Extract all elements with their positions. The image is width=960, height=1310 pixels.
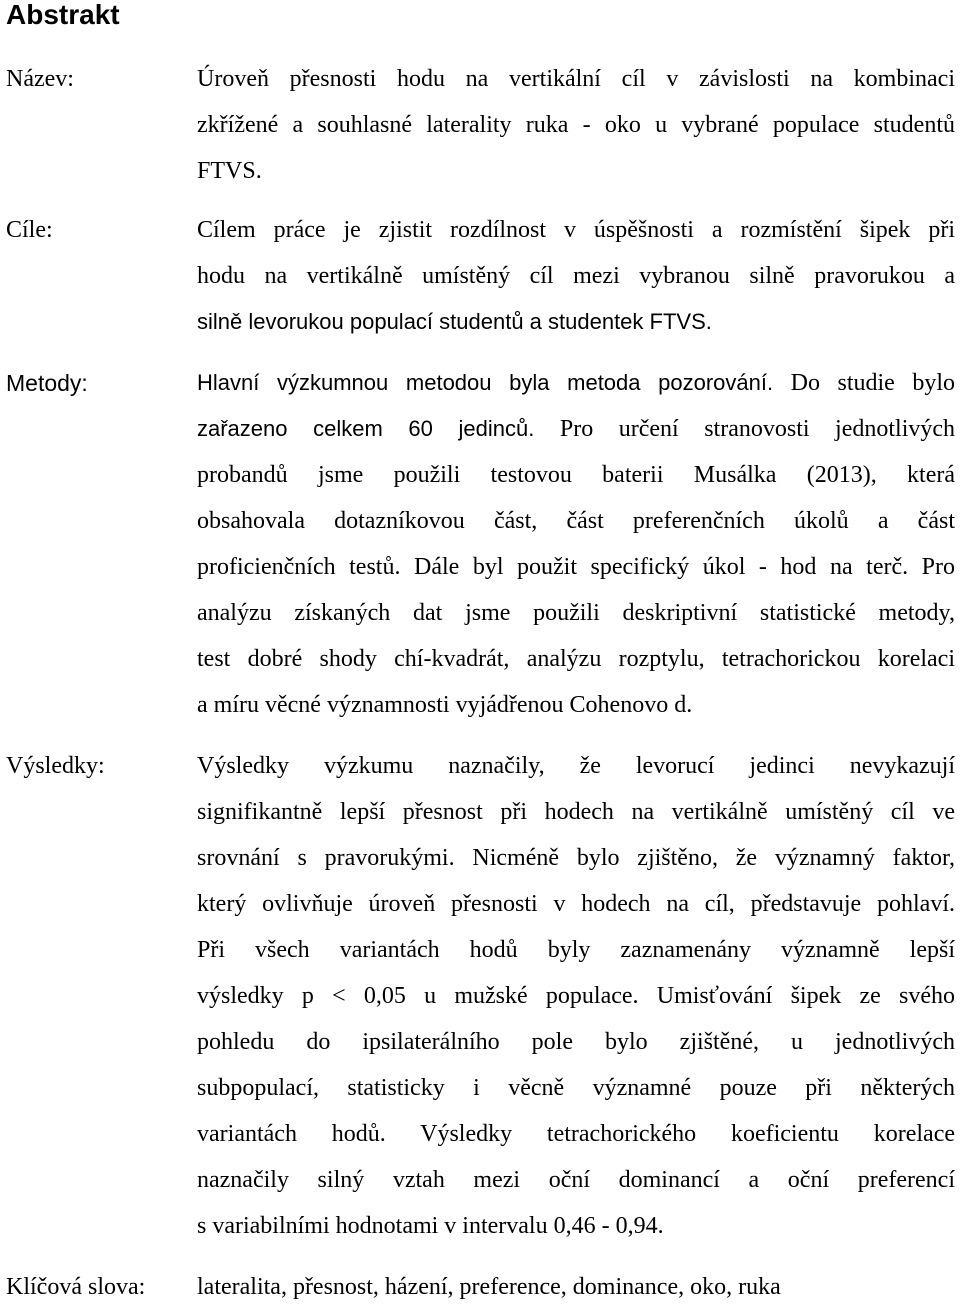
nazev-line: FTVS. — [197, 158, 262, 184]
vysledky-line: variantách hodů. Výsledky tetrachorického koeficientu korelace — [197, 1121, 955, 1147]
page-heading: Abstrakt — [6, 0, 120, 30]
vysledky-line: s variabilními hodnotami v intervalu 0,46 - 0,94. — [197, 1213, 664, 1239]
nazev-label: Název: — [6, 66, 74, 92]
nazev-line: Úroveň přesnosti hodu na vertikální cíl v závislosti na kombinaci — [197, 66, 955, 92]
cile-value — [197, 207, 955, 345]
vysledky-line: výsledky p < 0,05 u mužské populace. Umisťování šipek ze svého — [197, 983, 955, 1009]
vysledky-line: srovnání s pravorukými. Nicméně bylo zjištěno, že významný faktor, — [197, 845, 955, 871]
vysledky-line: signifikantně lepší přesnost při hodech na vertikálně umístěný cíl ve — [197, 799, 955, 825]
metody-line-2-end: Pro určení stranovosti jednotlivých — [559, 416, 956, 442]
nazev-line: zkřížené a souhlasné laterality ruka - oko u vybrané populace studentů — [197, 112, 955, 138]
klicova-slova-line: lateralita, přesnost, házení, preference, dominance, oko, ruka — [197, 1274, 781, 1300]
klicova-slova-label: Klíčová slova: — [6, 1274, 146, 1300]
metody-line: probandů jsme použili testovou baterii Musálka (2013), která — [197, 462, 955, 488]
metody-line-1-end: Do studie bylo — [790, 370, 956, 396]
metody-line — [197, 406, 955, 452]
nazev-value — [197, 56, 955, 194]
cile-line: hodu na vertikálně umístěný cíl mezi vybranou silně pravorukou a — [197, 263, 955, 289]
metody-line: proficienčních testů. Dále byl použit specifický úkol - hod na terč. Pro — [197, 554, 955, 580]
metody-line: test dobré shody chí-kvadrát, analýzu rozptylu, tetrachorickou korelaci — [197, 646, 955, 672]
cile-line: Cílem práce je zjistit rozdílnost v úspěšnosti a rozmístění šipek při — [197, 217, 955, 243]
metody-line-2-start: zařazeno celkem 60 jedinců. — [197, 416, 535, 441]
vysledky-line: který ovlivňuje úroveň přesnosti v hodech na cíl, představuje pohlaví. — [197, 891, 955, 917]
metody-line: a míru věcné významnosti vyjádřenou Cohenovo d. — [197, 692, 693, 718]
cile-label: Cíle: — [6, 217, 53, 243]
vysledky-value — [197, 743, 955, 1249]
metody-line: obsahovala dotazníkovou část, část preferenčních úkolů a část — [197, 508, 955, 534]
metody-value — [197, 360, 955, 728]
vysledky-line: subpopulací, statisticky i věcně významné pouze při některých — [197, 1075, 955, 1101]
metody-line — [197, 360, 955, 406]
klicova-slova-value — [197, 1264, 955, 1310]
cile-line: silně levorukou populací studentů a studentek FTVS. — [197, 309, 712, 334]
vysledky-line: pohledu do ipsilaterálního pole bylo zjištěné, u jednotlivých — [197, 1029, 955, 1055]
vysledky-label: Výsledky: — [6, 753, 105, 779]
metody-line: analýzu získaných dat jsme použili deskriptivní statistické metody, — [197, 600, 955, 626]
vysledky-line: Výsledky výzkumu naznačily, že levorucí jedinci nevykazují — [197, 753, 955, 779]
metody-line-1-start: Hlavní výzkumnou metodou byla metoda pozorování. — [197, 370, 774, 395]
vysledky-line: naznačily silný vztah mezi oční dominancí a oční preferencí — [197, 1167, 955, 1193]
metody-label: Metody: — [6, 370, 88, 396]
vysledky-line: Při všech variantách hodů byly zaznamenány významně lepší — [197, 937, 955, 963]
